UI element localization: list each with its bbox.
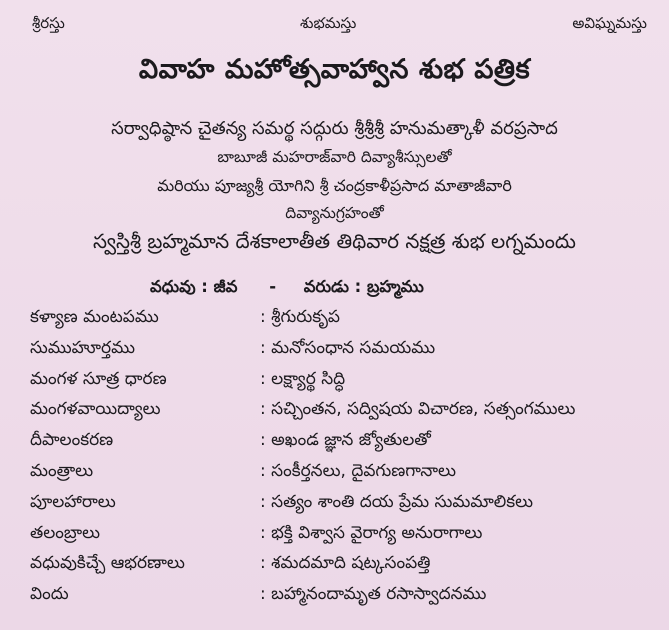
detail-row [30, 523, 660, 554]
detail-value: : సంకీర్తనలు, దైవగుణగానాలు [260, 461, 456, 485]
detail-label: మంగళవాయిద్యాలు [30, 399, 161, 420]
blessing-left: శ్రీరస్తు [32, 14, 65, 32]
detail-label: తలంబ్రాలు [30, 522, 101, 543]
ceremony-details-list [30, 307, 660, 615]
intro-line-5: స్వస్తిశ్రీ బ్రహ్మమాన దేశకాలాతీత తిథివార నక్షత్ర శుభ లగ్నమందు [93, 229, 576, 253]
couple-line [150, 277, 424, 300]
detail-row [30, 430, 660, 461]
detail-row [30, 338, 660, 369]
detail-label: మంత్రాలు [30, 460, 94, 481]
detail-row [30, 399, 660, 430]
detail-label: దీపాలంకరణ [30, 430, 114, 451]
intro-line-4: దివ్యానుగ్రహంతో [285, 204, 384, 222]
top-blessings-row [0, 14, 669, 38]
detail-row [30, 553, 660, 584]
detail-label: కళ్యాణ మంటపము [30, 307, 159, 327]
detail-value: : లక్ష్యార్థ సిద్ధి [260, 369, 345, 393]
detail-value: : సచ్చింతన, సద్విషయ విచారణ, సత్సంగములు [260, 399, 575, 423]
intro-line-1: సర్వాధిష్ఠాన చైతన్య సమర్థ సద్గురు శ్రీశ్రీశ్రీ హనుమత్కాళీ వరప్రసాద [111, 118, 558, 139]
detail-row [30, 492, 660, 523]
detail-value: : భక్తి విశ్వాస వైరాగ్య అనురాగాలు [260, 523, 482, 547]
invitation-title: వివాహ మహోత్సవాహ్వాన శుభ పత్రిక [138, 54, 531, 85]
detail-label: పూలహారాలు [30, 491, 116, 512]
intro-line-2: బాబూజీ మహరాజ్‌వారి దివ్యాశీస్సులతో [217, 148, 452, 166]
detail-value: : శమదమాది షట్కసంపత్తి [260, 553, 430, 577]
detail-row [30, 369, 660, 400]
intro-line-3: మరియు పూజ్యశ్రీ యోగిని శ్రీ చంద్రకాళీప్రసాద మాతాజీవారి [157, 176, 512, 195]
blessing-right: అవిఘ్నమస్తు [572, 14, 647, 32]
detail-row [30, 307, 660, 338]
detail-label: సుముహూర్తము [30, 337, 135, 358]
detail-value: : శ్రీగురుకృప [260, 307, 340, 331]
groom-name: వరుడు : బ్రహ్మము [303, 277, 424, 296]
detail-value: : బహ్మానందామృత రసాస్వాదనము [260, 584, 486, 608]
bride-name: వధువు : జీవ [150, 277, 238, 296]
detail-value: : సత్యం శాంతి దయ ప్రేమ సుమమాలికలు [260, 492, 533, 516]
detail-value: : అఖండ జ్ఞాన జ్యోతులతో [260, 430, 431, 454]
detail-label: వధువుకిచ్చే ఆభరణాలు [30, 553, 185, 574]
detail-row [30, 584, 660, 615]
detail-row [30, 461, 660, 492]
detail-label: మంగళ సూత్ర ధారణ [30, 368, 167, 389]
detail-value: : మనోసంధాన సమయము [260, 338, 435, 362]
blessing-center: శుభమస్తు [300, 14, 357, 32]
detail-label: విందు [30, 584, 69, 605]
couple-separator: - [269, 277, 277, 296]
